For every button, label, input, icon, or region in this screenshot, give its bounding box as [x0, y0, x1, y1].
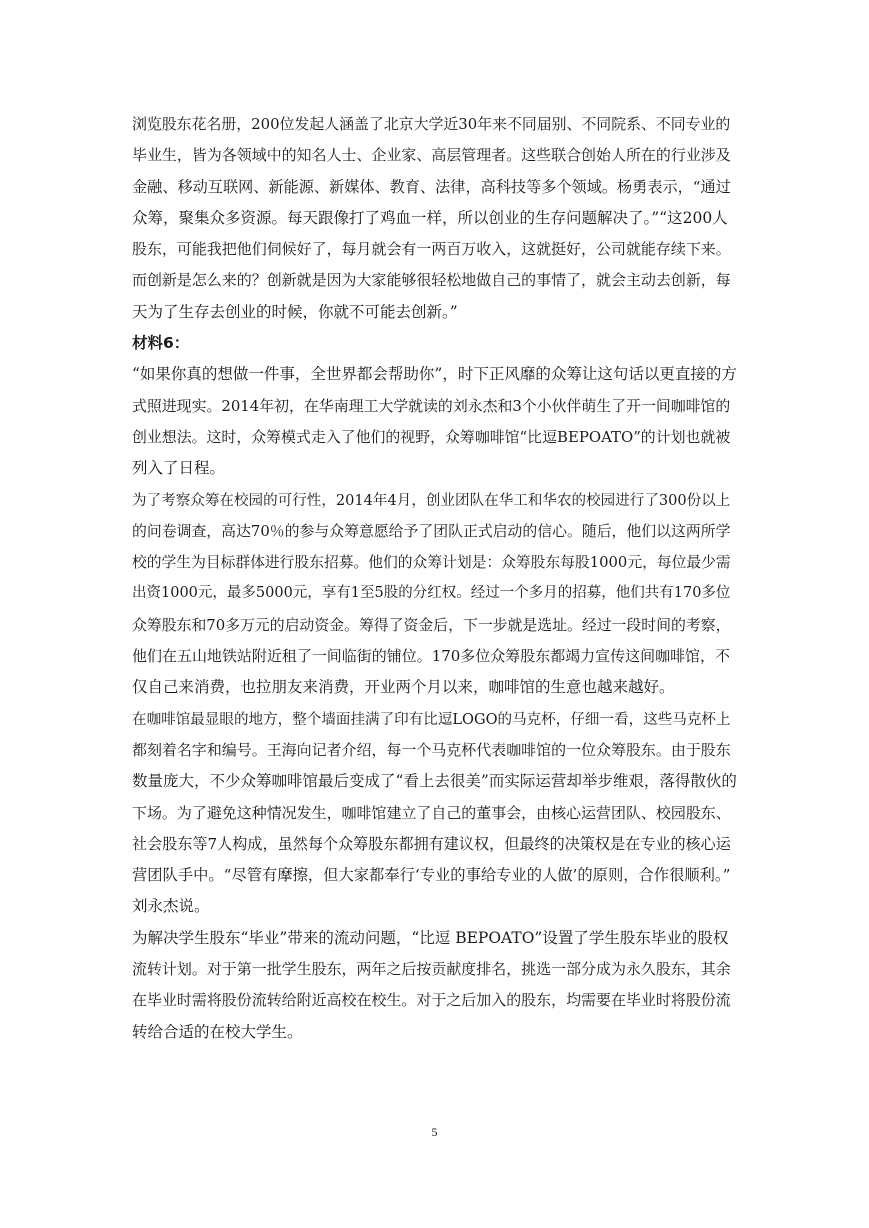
text-line: 为解决学生股东“毕业”带来的流动问题，“比逗 BEPOATO”设置了学生股东毕业的股权: [132, 928, 729, 947]
text-line: 天为了生存去创业的时候，你就不可能去创新。”: [132, 302, 458, 321]
text-line: 式照进现实。2014年初，在华南理工大学就读的刘永杰和3个小伙伴萌生了开一间咖啡馆的: [132, 396, 731, 415]
text-line: 转给合适的在校大学生。: [132, 1022, 303, 1041]
text-line: 数量庞大，不少众筹咖啡馆最后变成了“看上去很美”而实际运营却举步维艰，落得散伙的: [132, 772, 737, 791]
text-line: 社会股东等7人构成，虽然每个众筹股东都拥有建议权，但最终的决策权是在专业的核心运: [132, 834, 731, 853]
text-line: 都刻着名字和编号。王海向记者介绍，每一个马克杯代表咖啡馆的一位众筹股东。由于股东: [132, 740, 731, 759]
text-line: 刘永杰说。: [132, 897, 210, 916]
text-line: 股东，可能我把他们伺候好了，每月就会有一两百万收入，这就挺好，公司就能存续下来。: [132, 240, 731, 259]
text-line: 在咖啡馆最显眼的地方，整个墙面挂满了印有比逗LOGO的马克杯，仔细一看，这些马克杯上: [132, 710, 731, 728]
text-line: “如果你真的想做一件事，全世界都会帮助你”，时下正风靡的众筹让这句话以更直接的方: [132, 365, 737, 384]
text-line: 流转计划。对于第一批学生股东，两年之后按贡献度排名，挑选一部分成为永久股东，其余: [132, 960, 731, 979]
text-line: 金融、移动互联网、新能源、新媒体、教育、法律，高科技等多个领域。杨勇表示，“通过: [132, 177, 731, 196]
text-line: 创业想法。这时，众筹模式走入了他们的视野，众筹咖啡馆“比逗BEPOATO”的计划也就被: [132, 427, 731, 446]
text-line: 下场。为了避免这种情况发生，咖啡馆建立了自己的董事会，由核心运营团队、校园股东、: [132, 803, 731, 822]
text-line: 他们在五山地铁站附近租了一间临街的铺位。170多位众筹股东都竭力宣传这间咖啡馆，不: [132, 647, 731, 666]
text-line: 众筹股东和70多万元的启动资金。筹得了资金后，下一步就是选址。经过一段时间的考察，: [132, 615, 731, 634]
text-line: 为了考察众筹在校园的可行性，2014年4月，创业团队在华工和华农的校园进行了300份以上: [132, 491, 731, 509]
page-number: 5: [431, 1125, 438, 1139]
text-line: 的问卷调查，高达70％的参与众筹意愿给予了团队正式启动的信心。随后，他们以这两所学: [132, 521, 731, 540]
text-line: 在毕业时需将股份流转给附近高校在校生。对于之后加入的股东，均需要在毕业时将股份流: [132, 991, 731, 1010]
text-line: 校的学生为目标群体进行股东招募。他们的众筹计划是：众筹股东每股1000元，每位最少需: [132, 554, 731, 572]
text-line: 而创新是怎么来的？创新就是因为大家能够很轻松地做自己的事情了，就会主动去创新，每: [132, 271, 731, 290]
text-line: 营团队手中。“尽管有摩擦，但大家都奉行‘专业的事给专业的人做’的原则，合作很顺利。”: [132, 866, 731, 885]
text-line: 毕业生，皆为各领域中的知名人士、企业家、高层管理者。这些联合创始人所在的行业涉及: [132, 146, 731, 165]
text-line: 出资1000元，最多5000元，享有1至5股的分红权。经过一个多月的招募，他们共有170多位: [132, 585, 731, 602]
text-line: 列入了日程。: [132, 459, 226, 478]
body-text: [132, 109, 737, 1048]
text-line: 仅自己来消费，也拉朋友来消费，开业两个月以来，咖啡馆的生意也越来越好。: [132, 678, 675, 697]
text-line: 众筹，聚集众多资源。每天跟像打了鸡血一样，所以创业的生存问题解决了。”“这200人: [132, 208, 728, 227]
text-line: 浏览股东花名册，200位发起人涵盖了北京大学近30年来不同届别、不同院系、不同专业的: [132, 115, 731, 133]
section-heading: 材料6：: [132, 334, 190, 353]
